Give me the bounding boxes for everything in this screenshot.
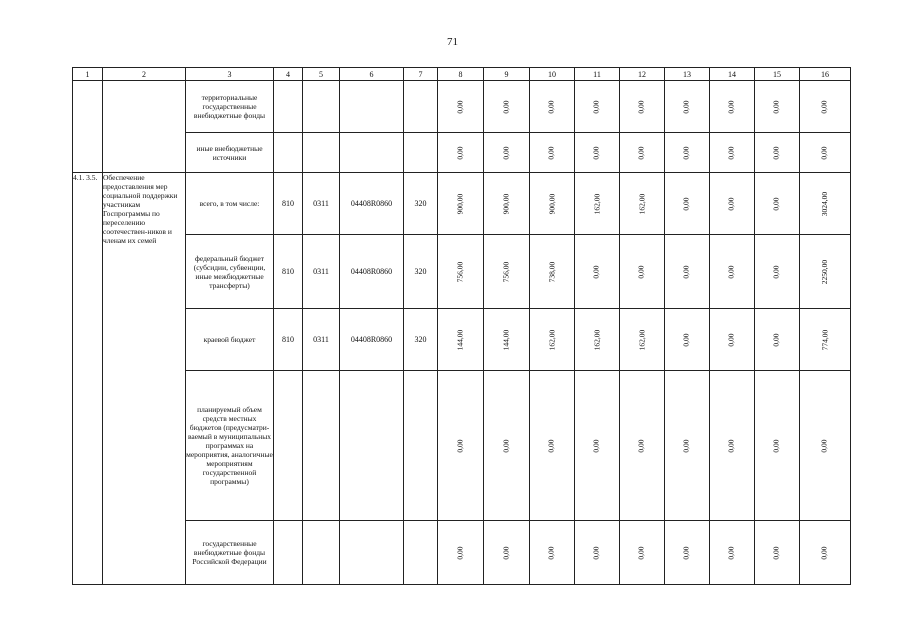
measure-name-cell [103,81,186,173]
value-cell [438,235,484,309]
value-cell [710,133,755,173]
value-cell [710,173,755,235]
value-text: 0,00 [682,100,691,114]
value-cell [710,309,755,371]
value-cell [755,521,800,585]
funding-source-cell: территориальные государственные внебюджетные фонды [186,81,274,133]
measure-name-cell: Обеспечение предоставления мер социальной поддержки участникам Госпрограммы по переселению соотечествен-ников и членам их семей [103,173,186,585]
value-text: 774,00 [820,329,829,351]
code-cell: 810 [274,309,303,371]
value-text: 900,00 [455,193,465,215]
column-header: 5 [303,68,340,81]
value-cell [438,371,484,521]
value-text: 0,00 [501,546,511,560]
table-row [73,371,851,521]
column-header: 11 [575,68,620,81]
value-cell [575,521,620,585]
row-number-cell: 4.1. 3.5. [73,173,103,585]
value-cell [575,371,620,521]
code-cell [303,371,340,521]
value-text: 0,00 [501,100,511,114]
value-cell [665,521,710,585]
value-cell [530,309,575,371]
value-text: 0,00 [592,100,601,114]
value-cell [620,235,665,309]
value-cell [438,309,484,371]
column-header: 9 [484,68,530,81]
header-row [73,68,851,81]
value-cell [530,133,575,173]
value-text: 0,00 [820,546,829,560]
value-text: 0,00 [592,265,601,279]
value-text: 0,00 [682,197,691,211]
value-cell [620,133,665,173]
value-cell [620,81,665,133]
code-cell: 0311 [303,309,340,371]
table-row [73,81,851,133]
value-text: 0,00 [455,546,465,560]
value-cell [484,371,530,521]
value-text: 0,00 [592,546,601,560]
value-cell [800,309,851,371]
value-cell [620,173,665,235]
value-text: 900,00 [501,193,511,215]
funding-source-cell: планируемый объем средств местных бюджетов (предусматри-ваемый в муниципальных программах на мероприятия, аналогичные мероприятиям государственной программы) [186,371,274,521]
code-cell [340,81,404,133]
code-cell [274,133,303,173]
value-text: 0,00 [820,100,829,114]
value-cell [665,235,710,309]
value-text: 0,00 [727,265,736,279]
value-cell [530,371,575,521]
value-text: 0,00 [682,333,691,347]
value-cell [575,173,620,235]
value-cell [484,81,530,133]
column-header: 15 [755,68,800,81]
value-text: 756,00 [501,261,511,283]
value-cell [665,371,710,521]
value-text: 0,00 [637,100,646,114]
value-cell [800,521,851,585]
table-row [73,309,851,371]
code-cell: 320 [404,173,438,235]
value-text: 2250,00 [820,259,829,285]
value-text: 0,00 [637,146,646,160]
code-cell [404,81,438,133]
value-text: 0,00 [727,100,736,114]
value-text: 0,00 [820,146,829,160]
value-cell [530,81,575,133]
code-cell [274,371,303,521]
code-cell [274,521,303,585]
value-cell [755,235,800,309]
funding-source-cell: иные внебюджетные источники [186,133,274,173]
value-cell [484,521,530,585]
value-cell [665,133,710,173]
value-cell [755,133,800,173]
budget-table [72,67,851,585]
column-header: 7 [404,68,438,81]
value-cell [484,173,530,235]
value-text: 0,00 [727,146,736,160]
value-text: 0,00 [547,100,556,114]
row-number-cell [73,81,103,173]
value-text: 162,00 [547,329,556,351]
column-header: 8 [438,68,484,81]
value-text: 0,00 [772,546,781,560]
value-text: 0,00 [682,439,691,453]
value-cell [575,133,620,173]
value-cell [800,235,851,309]
funding-source-cell: всего, в том числе: [186,173,274,235]
column-header: 6 [340,68,404,81]
value-cell [484,235,530,309]
value-text: 0,00 [772,333,781,347]
value-text: 0,00 [682,546,691,560]
value-cell [438,521,484,585]
code-cell: 810 [274,235,303,309]
value-cell [484,133,530,173]
value-text: 0,00 [820,439,829,453]
value-text: 0,00 [772,265,781,279]
value-cell [438,81,484,133]
code-cell [340,521,404,585]
code-cell: 0311 [303,235,340,309]
table-row [73,133,851,173]
value-text: 0,00 [772,439,781,453]
code-cell: 810 [274,173,303,235]
value-cell [800,133,851,173]
code-cell [404,521,438,585]
code-cell: 320 [404,235,438,309]
table-row [73,235,851,309]
value-text: 0,00 [727,197,736,211]
value-text: 900,00 [547,193,556,215]
code-cell [303,81,340,133]
funding-source-cell: федеральный бюджет (субсидии, субвенции, иные межбюджетные трансферты) [186,235,274,309]
code-cell: 320 [404,309,438,371]
value-text: 738,00 [547,261,556,283]
value-cell [755,371,800,521]
code-cell [303,133,340,173]
funding-source-cell: государственные внебюджетные фонды Российской Федерации [186,521,274,585]
code-cell [274,81,303,133]
value-cell [665,81,710,133]
value-text: 0,00 [637,265,646,279]
code-cell: 0311 [303,173,340,235]
code-cell: 04408R0860 [340,173,404,235]
value-cell [800,173,851,235]
column-header: 14 [710,68,755,81]
value-text: 162,00 [592,329,601,351]
value-text: 756,00 [455,261,465,283]
page-number: 71 [447,36,458,48]
code-cell [404,371,438,521]
value-cell [665,309,710,371]
value-cell [800,81,851,133]
value-text: 0,00 [592,439,601,453]
value-cell [710,371,755,521]
value-cell [620,521,665,585]
value-text: 0,00 [772,146,781,160]
column-header: 10 [530,68,575,81]
code-cell [404,133,438,173]
value-text: 0,00 [547,546,556,560]
value-cell [575,309,620,371]
value-cell [484,309,530,371]
value-text: 0,00 [772,197,781,211]
funding-source-cell: краевой бюджет [186,309,274,371]
value-text: 0,00 [547,146,556,160]
column-header: 2 [103,68,186,81]
value-cell [755,309,800,371]
column-header: 16 [800,68,851,81]
value-text: 0,00 [727,333,736,347]
value-text: 0,00 [772,100,781,114]
value-text: 0,00 [501,146,511,160]
value-cell [710,521,755,585]
value-text: 144,00 [501,329,511,351]
value-text: 0,00 [455,439,465,453]
code-cell [340,371,404,521]
value-text: 0,00 [727,546,736,560]
value-text: 0,00 [547,439,556,453]
value-text: 144,00 [455,329,465,351]
value-text: 0,00 [682,146,691,160]
value-cell [620,371,665,521]
table-row [73,173,851,235]
value-cell [438,133,484,173]
value-text: 0,00 [727,439,736,453]
value-text: 0,00 [592,146,601,160]
value-cell [620,309,665,371]
value-text: 3024,00 [820,191,829,217]
code-cell: 04408R0860 [340,235,404,309]
value-text: 162,00 [592,193,601,215]
value-cell [530,235,575,309]
code-cell [340,133,404,173]
value-cell [438,173,484,235]
code-cell [303,521,340,585]
value-text: 0,00 [682,265,691,279]
column-header: 4 [274,68,303,81]
column-header: 3 [186,68,274,81]
column-header: 12 [620,68,665,81]
value-cell [755,173,800,235]
value-cell [530,173,575,235]
value-cell [575,81,620,133]
value-text: 0,00 [455,146,465,160]
value-text: 0,00 [637,439,646,453]
column-header: 1 [73,68,103,81]
column-header: 13 [665,68,710,81]
code-cell: 04408R0860 [340,309,404,371]
value-text: 162,00 [637,329,646,351]
value-text: 0,00 [455,100,465,114]
value-cell [800,371,851,521]
value-text: 0,00 [637,546,646,560]
value-cell [530,521,575,585]
value-text: 0,00 [501,439,511,453]
value-cell [665,173,710,235]
value-cell [710,81,755,133]
table-row [73,521,851,585]
value-cell [710,235,755,309]
value-cell [755,81,800,133]
value-cell [575,235,620,309]
value-text: 162,00 [637,193,646,215]
